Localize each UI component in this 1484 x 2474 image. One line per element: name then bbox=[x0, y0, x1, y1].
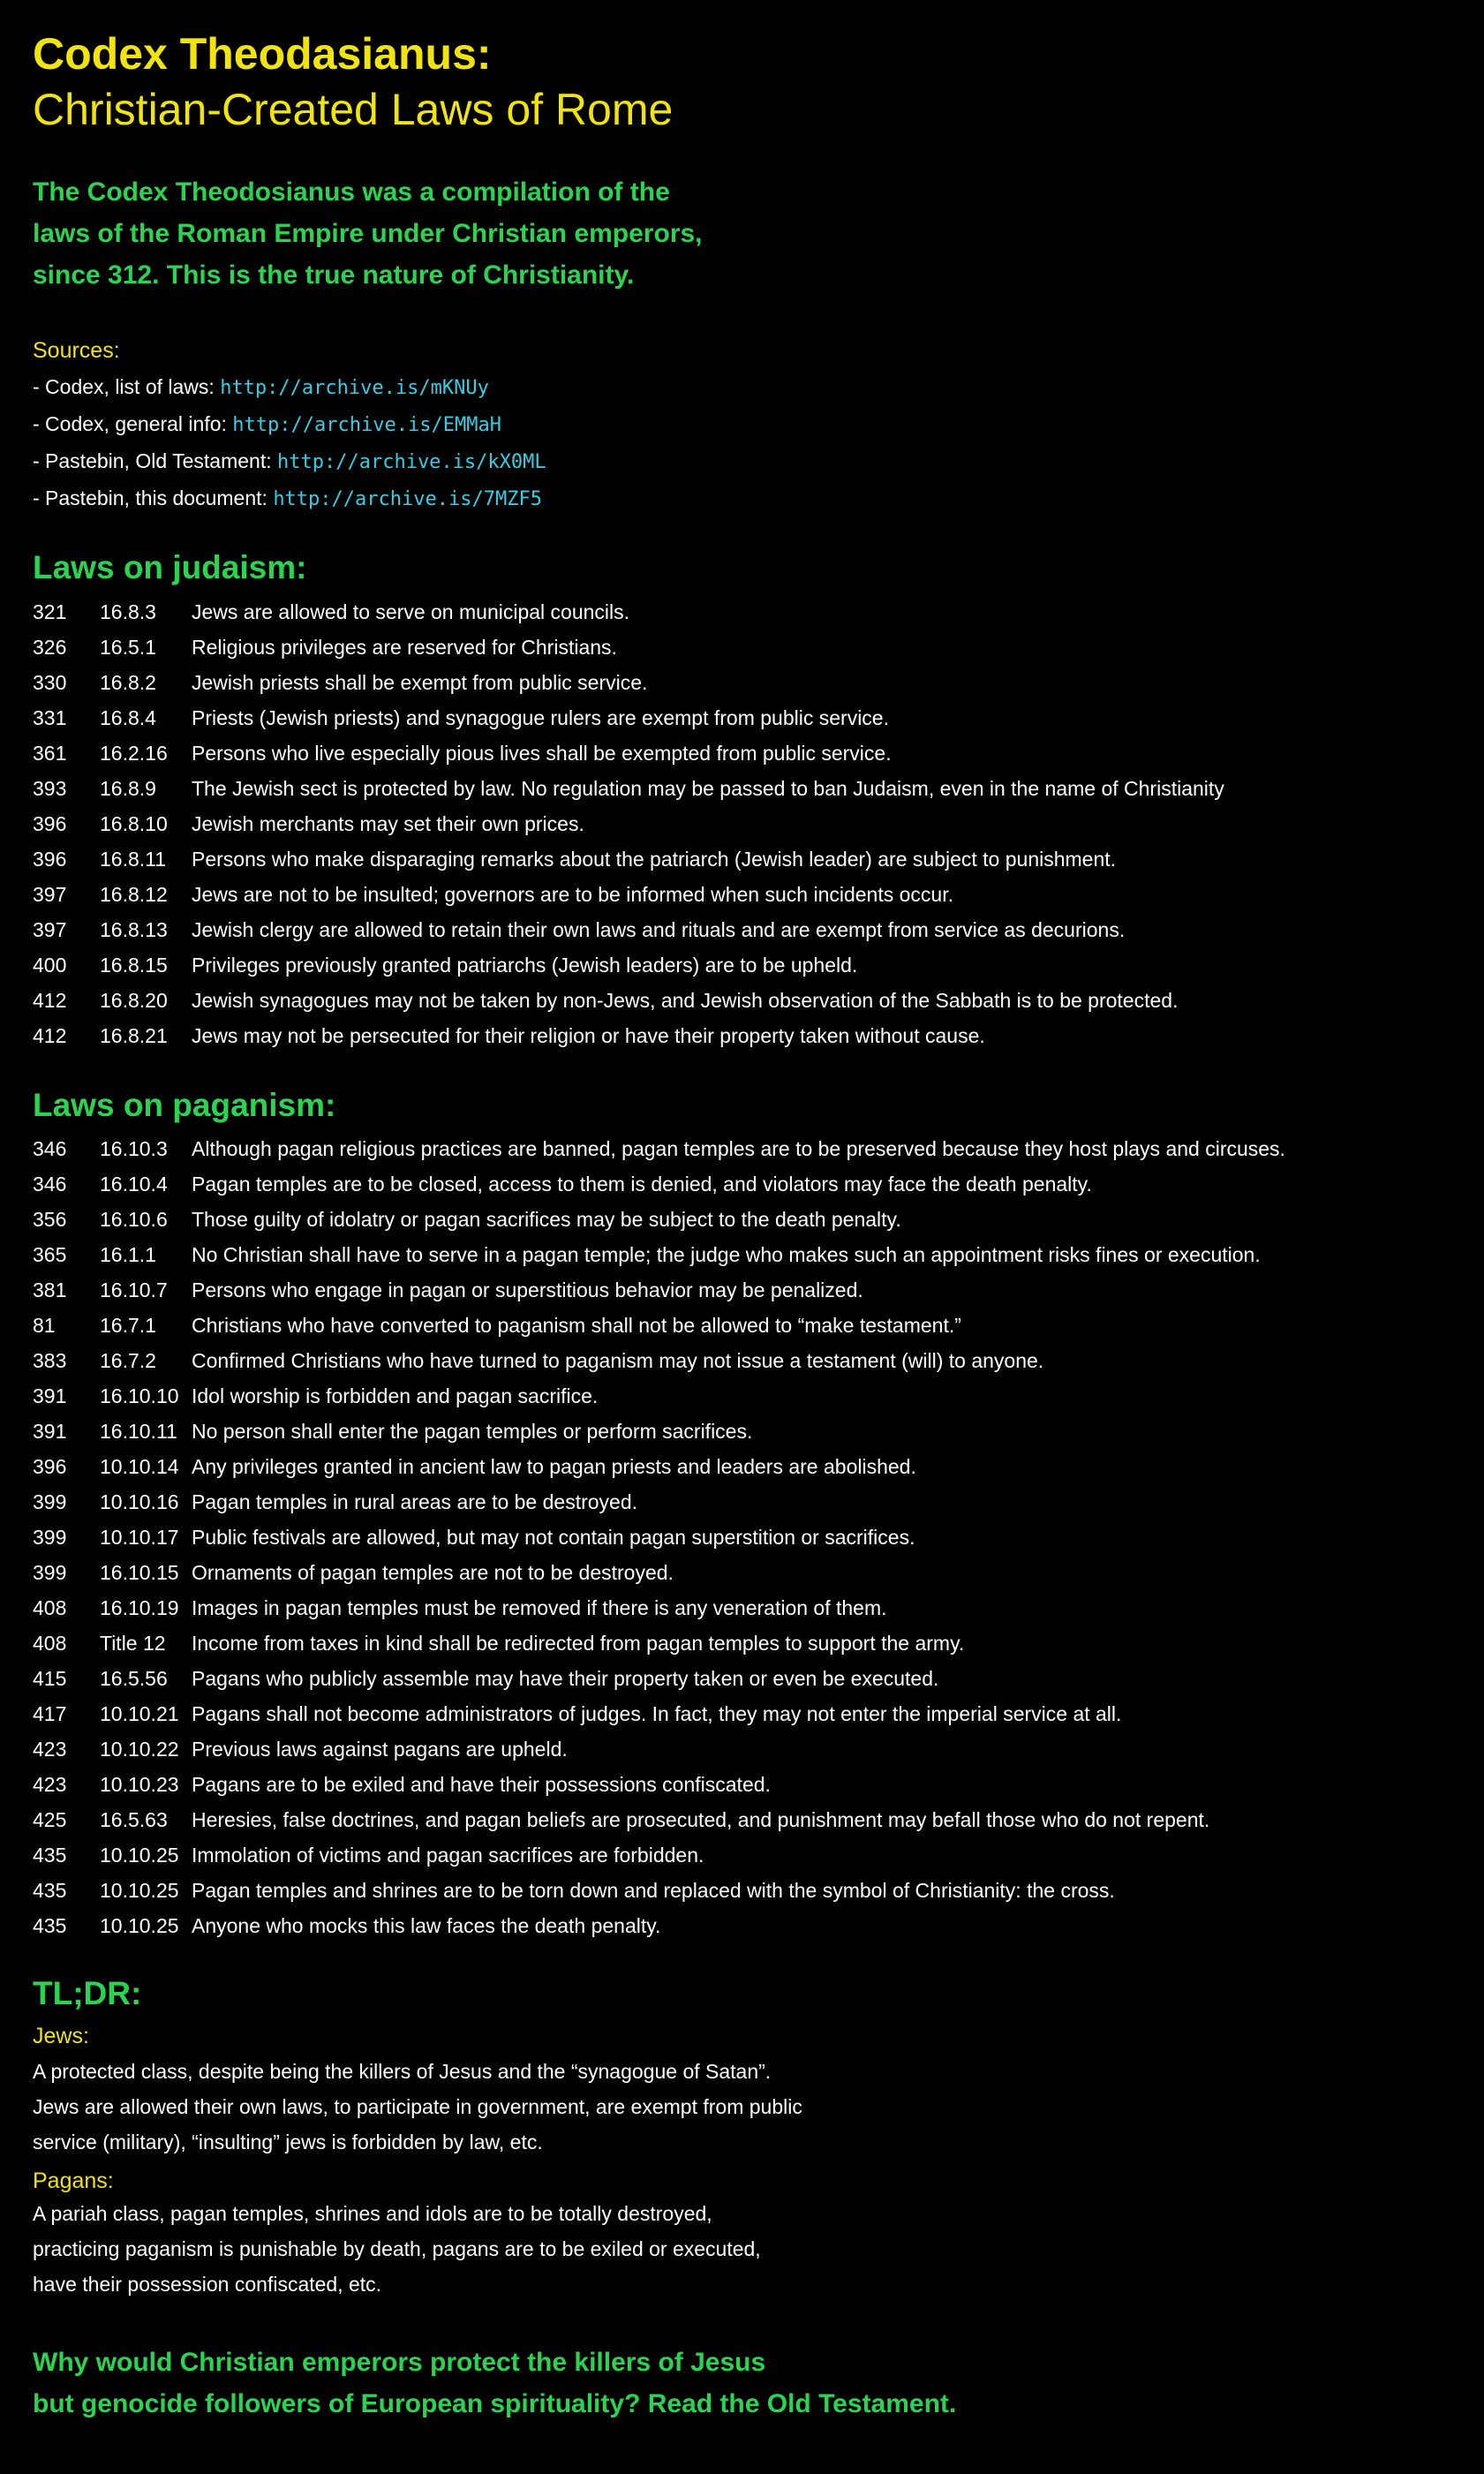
law-row bbox=[33, 1202, 1484, 1237]
law-text: Any privileges granted in ancient law to pagan priests and leaders are abolished. bbox=[192, 1455, 916, 1478]
law-code: 10.10.23 bbox=[100, 1773, 179, 1796]
text-line: service (military), “insulting” jews is forbidden by law, etc. bbox=[33, 2131, 543, 2153]
law-row bbox=[33, 806, 1484, 841]
law-text: Heresies, false doctrines, and pagan beliefs are prosecuted, and punishment may befall those who do not repent. bbox=[192, 1808, 1210, 1831]
law-code: 16.8.20 bbox=[100, 989, 168, 1012]
law-text: Persons who live especially pious lives shall be exempted from public service. bbox=[192, 742, 892, 765]
law-row bbox=[33, 1414, 1484, 1449]
law-text: Priests (Jewish priests) and synagogue rulers are exempt from public service. bbox=[192, 706, 889, 729]
law-code: 16.8.15 bbox=[100, 954, 168, 977]
law-code: 16.10.4 bbox=[100, 1173, 168, 1196]
law-row bbox=[33, 1908, 1484, 1943]
law-code: Title 12 bbox=[100, 1632, 166, 1655]
law-row bbox=[33, 1272, 1484, 1308]
law-row bbox=[33, 1802, 1484, 1837]
text-line: practicing paganism is punishable by death, pagans are to be exiled or executed, bbox=[33, 2237, 761, 2260]
source-link[interactable]: http://archive.is/kX0ML bbox=[277, 451, 546, 473]
law-text: Pagans who publicly assemble may have their property taken or even be executed. bbox=[192, 1667, 939, 1690]
law-text: Jewish clergy are allowed to retain their own laws and rituals and are exempt from service as decurions. bbox=[192, 918, 1126, 941]
law-year: 412 bbox=[33, 1024, 67, 1047]
source-label: - Codex, general info: bbox=[33, 412, 233, 435]
law-text: Idol worship is forbidden and pagan sacrifice. bbox=[192, 1384, 599, 1407]
law-row bbox=[33, 1018, 1484, 1053]
law-year: 361 bbox=[33, 742, 67, 765]
law-year: 435 bbox=[33, 1879, 67, 1902]
law-row bbox=[33, 1873, 1484, 1908]
law-text: Jews may not be persecuted for their religion or have their property taken without cause. bbox=[192, 1024, 985, 1047]
law-code: 16.2.16 bbox=[100, 742, 168, 765]
sources-heading: Sources: bbox=[33, 338, 120, 363]
law-row bbox=[33, 1378, 1484, 1414]
law-text: Pagans shall not become administrators of judges. In fact, they may not enter the imperial service at all. bbox=[192, 1702, 1122, 1725]
law-row bbox=[33, 1837, 1484, 1873]
law-text: Although pagan religious practices are banned, pagan temples are to be preserved because they host plays and circuses. bbox=[192, 1137, 1285, 1160]
text-line: have their possession confiscated, etc. bbox=[33, 2273, 382, 2296]
law-code: 10.10.25 bbox=[100, 1914, 179, 1937]
law-text: Income from taxes in kind shall be redirected from pagan temples to support the army. bbox=[192, 1632, 965, 1655]
text-line: A pariah class, pagan temples, shrines and idols are to be totally destroyed, bbox=[33, 2202, 712, 2225]
law-code: 10.10.21 bbox=[100, 1702, 179, 1725]
law-row bbox=[33, 1767, 1484, 1802]
source-line bbox=[33, 443, 1484, 480]
source-line bbox=[33, 406, 1484, 443]
paganism-law-table bbox=[33, 1131, 1484, 1943]
law-text: Pagan temples are to be closed, access to them is denied, and violators may face the death penalty. bbox=[192, 1173, 1092, 1196]
text-line: since 312. This is the true nature of Christianity. bbox=[33, 260, 635, 290]
law-row bbox=[33, 1237, 1484, 1272]
law-text: Pagan temples in rural areas are to be destroyed. bbox=[192, 1490, 638, 1513]
law-code: 16.8.12 bbox=[100, 883, 168, 906]
law-text: Ornaments of pagan temples are not to be destroyed. bbox=[192, 1561, 674, 1584]
law-year: 400 bbox=[33, 954, 67, 977]
closing-statement bbox=[33, 2342, 1484, 2425]
law-row bbox=[33, 735, 1484, 771]
tldr-heading: TL;DR: bbox=[33, 1975, 142, 2011]
law-text: Images in pagan temples must be removed if there is any veneration of them. bbox=[192, 1596, 887, 1619]
page-title-line1: Codex Theodasianus: bbox=[33, 29, 492, 79]
law-row bbox=[33, 1520, 1484, 1555]
law-year: 408 bbox=[33, 1632, 67, 1655]
judaism-section-heading: Laws on judaism: bbox=[33, 549, 307, 585]
law-code: 16.8.10 bbox=[100, 812, 168, 835]
law-row bbox=[33, 1590, 1484, 1625]
law-year: 435 bbox=[33, 1844, 67, 1867]
law-row bbox=[33, 1484, 1484, 1520]
law-text: Jewish priests shall be exempt from public service. bbox=[192, 671, 648, 694]
law-code: 16.7.1 bbox=[100, 1314, 156, 1337]
law-code: 16.10.6 bbox=[100, 1208, 168, 1231]
paganism-section-heading: Laws on paganism: bbox=[33, 1087, 336, 1123]
tldr-pagans-label: Pagans: bbox=[33, 2169, 114, 2193]
law-text: Jewish synagogues may not be taken by non-Jews, and Jewish observation of the Sabbath is to be protected. bbox=[192, 989, 1179, 1012]
source-link[interactable]: http://archive.is/mKNUy bbox=[220, 377, 489, 399]
law-code: 16.8.3 bbox=[100, 600, 156, 623]
law-year: 381 bbox=[33, 1278, 67, 1301]
law-text: Persons who make disparaging remarks about the patriarch (Jewish leader) are subject to punishment. bbox=[192, 848, 1117, 871]
law-text: Jews are not to be insulted; governors are to be informed when such incidents occur. bbox=[192, 883, 953, 906]
law-text: No Christian shall have to serve in a pagan temple; the judge who makes such an appointment risks fines or execution. bbox=[192, 1243, 1261, 1266]
law-year: 346 bbox=[33, 1173, 67, 1196]
law-row bbox=[33, 1696, 1484, 1731]
law-year: 391 bbox=[33, 1420, 67, 1443]
law-text: Jews are allowed to serve on municipal councils. bbox=[192, 600, 630, 623]
source-label: - Codex, list of laws: bbox=[33, 375, 221, 398]
law-code: 16.10.11 bbox=[100, 1420, 177, 1443]
tldr-jews-text bbox=[33, 2054, 1484, 2160]
tldr-jews-label: Jews: bbox=[33, 2024, 89, 2048]
text-line: but genocide followers of European spirituality? Read the Old Testament. bbox=[33, 2389, 957, 2418]
law-year: 346 bbox=[33, 1137, 67, 1160]
law-year: 356 bbox=[33, 1208, 67, 1231]
law-row bbox=[33, 594, 1484, 630]
law-row bbox=[33, 841, 1484, 877]
law-text: Christians who have converted to paganism shall not be allowed to “make testament.” bbox=[192, 1314, 961, 1337]
law-year: 399 bbox=[33, 1561, 67, 1584]
law-code: 16.10.3 bbox=[100, 1137, 168, 1160]
law-code: 10.10.14 bbox=[100, 1455, 179, 1478]
law-code: 16.1.1 bbox=[100, 1243, 156, 1266]
law-row bbox=[33, 1343, 1484, 1378]
law-code: 10.10.25 bbox=[100, 1879, 179, 1902]
law-year: 397 bbox=[33, 883, 67, 906]
law-row bbox=[33, 1131, 1484, 1166]
source-label: - Pastebin, this document: bbox=[33, 487, 274, 509]
law-text: The Jewish sect is protected by law. No regulation may be passed to ban Judaism, even in the name of Christianity bbox=[192, 777, 1224, 800]
law-text: Privileges previously granted patriarchs (Jewish leaders) are to be upheld. bbox=[192, 954, 858, 977]
law-year: 399 bbox=[33, 1526, 67, 1549]
law-year: 383 bbox=[33, 1349, 67, 1372]
law-code: 10.10.16 bbox=[100, 1490, 179, 1513]
source-link[interactable]: http://archive.is/7MZF5 bbox=[273, 488, 542, 510]
text-line: Why would Christian emperors protect the killers of Jesus bbox=[33, 2348, 766, 2377]
law-row bbox=[33, 1661, 1484, 1696]
law-code: 16.10.10 bbox=[100, 1384, 179, 1407]
law-text: Persons who engage in pagan or superstitious behavior may be penalized. bbox=[192, 1278, 863, 1301]
law-year: 408 bbox=[33, 1596, 67, 1619]
law-code: 16.8.11 bbox=[100, 848, 167, 871]
law-year: 396 bbox=[33, 1455, 67, 1478]
law-code: 16.10.7 bbox=[100, 1278, 168, 1301]
law-text: No person shall enter the pagan temples or perform sacrifices. bbox=[192, 1420, 753, 1443]
law-code: 16.8.2 bbox=[100, 671, 156, 694]
law-text: Pagan temples and shrines are to be torn down and replaced with the symbol of Christianity: the cross. bbox=[192, 1879, 1115, 1902]
law-year: 331 bbox=[33, 706, 67, 729]
law-row bbox=[33, 630, 1484, 665]
law-year: 330 bbox=[33, 671, 67, 694]
law-year: 81 bbox=[33, 1314, 56, 1337]
law-code: 16.8.13 bbox=[100, 918, 168, 941]
law-year: 396 bbox=[33, 812, 67, 835]
law-year: 397 bbox=[33, 918, 67, 941]
judaism-law-table bbox=[33, 594, 1484, 1053]
law-code: 16.5.63 bbox=[100, 1808, 168, 1831]
law-year: 412 bbox=[33, 989, 67, 1012]
law-text: Those guilty of idolatry or pagan sacrifices may be subject to the death penalty. bbox=[192, 1208, 901, 1231]
law-row bbox=[33, 877, 1484, 912]
source-line bbox=[33, 480, 1484, 517]
sources-list bbox=[33, 369, 1484, 517]
law-code: 16.10.15 bbox=[100, 1561, 179, 1584]
law-row bbox=[33, 1731, 1484, 1767]
law-text: Public festivals are allowed, but may not contain pagan superstition or sacrifices. bbox=[192, 1526, 915, 1549]
law-code: 16.10.19 bbox=[100, 1596, 179, 1619]
text-line: Jews are allowed their own laws, to participate in government, are exempt from public bbox=[33, 2095, 802, 2118]
law-row bbox=[33, 947, 1484, 983]
law-year: 396 bbox=[33, 848, 67, 871]
law-text: Jewish merchants may set their own prices. bbox=[192, 812, 584, 835]
law-year: 393 bbox=[33, 777, 67, 800]
text-line: The Codex Theodosianus was a compilation of the bbox=[33, 177, 670, 207]
law-year: 423 bbox=[33, 1773, 67, 1796]
law-year: 365 bbox=[33, 1243, 67, 1266]
law-row bbox=[33, 1625, 1484, 1661]
law-year: 415 bbox=[33, 1667, 67, 1690]
law-code: 10.10.22 bbox=[100, 1738, 179, 1761]
law-year: 391 bbox=[33, 1384, 67, 1407]
law-row bbox=[33, 771, 1484, 806]
law-row bbox=[33, 912, 1484, 947]
law-text: Confirmed Christians who have turned to paganism may not issue a testament (will) to anyone. bbox=[192, 1349, 1044, 1372]
law-row bbox=[33, 700, 1484, 735]
law-row bbox=[33, 1166, 1484, 1202]
law-year: 417 bbox=[33, 1702, 67, 1725]
law-year: 326 bbox=[33, 636, 67, 659]
law-year: 435 bbox=[33, 1914, 67, 1937]
source-line bbox=[33, 369, 1484, 406]
source-label: - Pastebin, Old Testament: bbox=[33, 449, 277, 472]
law-text: Pagans are to be exiled and have their possessions confiscated. bbox=[192, 1773, 771, 1796]
law-text: Anyone who mocks this law faces the death penalty. bbox=[192, 1914, 661, 1937]
law-year: 425 bbox=[33, 1808, 67, 1831]
law-year: 321 bbox=[33, 600, 67, 623]
tldr-pagans-text bbox=[33, 2196, 1484, 2302]
law-code: 16.7.2 bbox=[100, 1349, 156, 1372]
page-title bbox=[33, 26, 1484, 138]
law-year: 399 bbox=[33, 1490, 67, 1513]
page-title-line2: Christian-Created Laws of Rome bbox=[33, 85, 674, 134]
law-row bbox=[33, 983, 1484, 1018]
law-code: 10.10.17 bbox=[100, 1526, 179, 1549]
source-link[interactable]: http://archive.is/EMMaH bbox=[232, 414, 501, 436]
law-code: 16.8.21 bbox=[100, 1024, 168, 1047]
law-code: 16.5.1 bbox=[100, 636, 156, 659]
text-line: A protected class, despite being the killers of Jesus and the “synagogue of Satan”. bbox=[33, 2060, 772, 2083]
law-text: Religious privileges are reserved for Christians. bbox=[192, 636, 617, 659]
law-code: 16.5.56 bbox=[100, 1667, 168, 1690]
law-code: 16.8.9 bbox=[100, 777, 156, 800]
law-text: Immolation of victims and pagan sacrifices are forbidden. bbox=[192, 1844, 704, 1867]
text-line: laws of the Roman Empire under Christian emperors, bbox=[33, 219, 703, 248]
law-row bbox=[33, 1308, 1484, 1343]
law-code: 16.8.4 bbox=[100, 706, 156, 729]
law-row bbox=[33, 1449, 1484, 1484]
law-row bbox=[33, 665, 1484, 700]
intro-paragraph bbox=[33, 171, 1484, 296]
law-text: Previous laws against pagans are upheld. bbox=[192, 1738, 568, 1761]
law-row bbox=[33, 1555, 1484, 1590]
law-code: 10.10.25 bbox=[100, 1844, 179, 1867]
law-year: 423 bbox=[33, 1738, 67, 1761]
